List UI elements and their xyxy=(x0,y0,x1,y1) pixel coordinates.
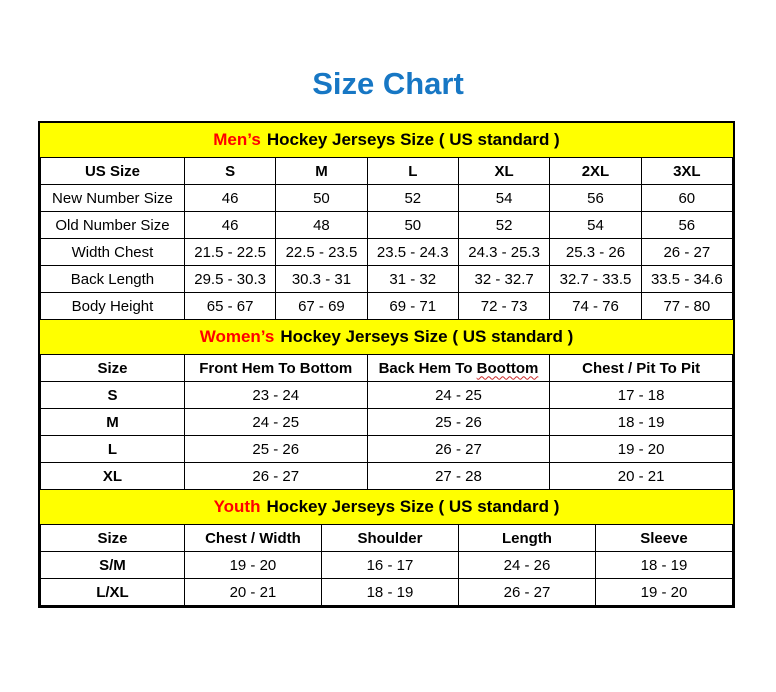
section-header-mens-accent: Men’s xyxy=(213,130,261,149)
row-label: M xyxy=(41,409,185,436)
mens-size-table xyxy=(40,157,733,320)
column-header: Back Hem To Boottom xyxy=(367,355,550,382)
size-cell: 24.3 - 25.3 xyxy=(458,239,549,266)
size-cell: 18 - 19 xyxy=(321,579,458,606)
column-header: Shoulder xyxy=(321,525,458,552)
table-row xyxy=(41,185,733,212)
size-cell: 67 - 69 xyxy=(276,293,367,320)
size-cell: 54 xyxy=(550,212,641,239)
column-header: Front Hem To Bottom xyxy=(184,355,367,382)
column-header: Size xyxy=(41,525,185,552)
size-cell: 27 - 28 xyxy=(367,463,550,490)
size-cell: 74 - 76 xyxy=(550,293,641,320)
column-header: M xyxy=(276,158,367,185)
size-cell: 19 - 20 xyxy=(184,552,321,579)
size-cell: 77 - 80 xyxy=(641,293,732,320)
column-header: Size xyxy=(41,355,185,382)
table-row xyxy=(41,436,733,463)
column-header: 3XL xyxy=(641,158,732,185)
size-cell: 20 - 21 xyxy=(184,579,321,606)
column-header: 2XL xyxy=(550,158,641,185)
row-label: L xyxy=(41,436,185,463)
size-cell: 18 - 19 xyxy=(550,409,733,436)
size-chart-container xyxy=(38,121,735,608)
youth-header-row xyxy=(41,525,733,552)
size-cell: 19 - 20 xyxy=(550,436,733,463)
size-cell: 23 - 24 xyxy=(184,382,367,409)
section-header-womens xyxy=(40,320,733,354)
size-cell: 32.7 - 33.5 xyxy=(550,266,641,293)
size-cell: 60 xyxy=(641,185,732,212)
size-cell: 30.3 - 31 xyxy=(276,266,367,293)
table-row xyxy=(41,463,733,490)
table-row xyxy=(41,382,733,409)
table-row xyxy=(41,212,733,239)
womens-size-table xyxy=(40,354,733,490)
size-cell: 46 xyxy=(184,212,275,239)
size-cell: 26 - 27 xyxy=(367,436,550,463)
youth-size-table xyxy=(40,524,733,606)
size-cell: 18 - 19 xyxy=(595,552,732,579)
column-header: US Size xyxy=(41,158,185,185)
size-cell: 29.5 - 30.3 xyxy=(184,266,275,293)
row-label: XL xyxy=(41,463,185,490)
column-header: S xyxy=(184,158,275,185)
size-cell: 69 - 71 xyxy=(367,293,458,320)
section-header-youth xyxy=(40,490,733,524)
size-cell: 26 - 27 xyxy=(184,463,367,490)
row-label: Body Height xyxy=(41,293,185,320)
page-title: Size Chart xyxy=(312,66,464,101)
size-cell: 52 xyxy=(367,185,458,212)
column-header: Length xyxy=(458,525,595,552)
size-cell: 31 - 32 xyxy=(367,266,458,293)
section-header-mens xyxy=(40,123,733,157)
size-cell: 50 xyxy=(367,212,458,239)
row-label: Old Number Size xyxy=(41,212,185,239)
size-cell: 54 xyxy=(458,185,549,212)
size-cell: 32 - 32.7 xyxy=(458,266,549,293)
size-cell: 26 - 27 xyxy=(641,239,732,266)
column-header: Sleeve xyxy=(595,525,732,552)
section-header-mens-text: Hockey Jerseys Size ( US standard ) xyxy=(266,130,560,149)
row-label: L/XL xyxy=(41,579,185,606)
size-cell: 20 - 21 xyxy=(550,463,733,490)
row-label: S xyxy=(41,382,185,409)
section-header-womens-text: Hockey Jerseys Size ( US standard ) xyxy=(280,327,574,346)
size-cell: 56 xyxy=(550,185,641,212)
misspelled-word: Boottom xyxy=(476,359,539,377)
row-label: Width Chest xyxy=(41,239,185,266)
size-cell: 24 - 25 xyxy=(184,409,367,436)
size-cell: 25.3 - 26 xyxy=(550,239,641,266)
size-cell: 22.5 - 23.5 xyxy=(276,239,367,266)
column-header: XL xyxy=(458,158,549,185)
section-header-youth-text: Hockey Jerseys Size ( US standard ) xyxy=(266,497,560,516)
womens-header-row xyxy=(41,355,733,382)
table-row xyxy=(41,552,733,579)
size-cell: 33.5 - 34.6 xyxy=(641,266,732,293)
size-cell: 25 - 26 xyxy=(184,436,367,463)
table-row xyxy=(41,409,733,436)
mens-header-row xyxy=(41,158,733,185)
size-cell: 23.5 - 24.3 xyxy=(367,239,458,266)
size-cell: 46 xyxy=(184,185,275,212)
size-cell: 16 - 17 xyxy=(321,552,458,579)
size-cell: 48 xyxy=(276,212,367,239)
table-row xyxy=(41,579,733,606)
size-cell: 50 xyxy=(276,185,367,212)
section-header-womens-accent: Women’s xyxy=(199,327,275,346)
size-cell: 24 - 26 xyxy=(458,552,595,579)
row-label: Back Length xyxy=(41,266,185,293)
table-row xyxy=(41,266,733,293)
column-header: L xyxy=(367,158,458,185)
size-cell: 65 - 67 xyxy=(184,293,275,320)
row-label: New Number Size xyxy=(41,185,185,212)
size-cell: 24 - 25 xyxy=(367,382,550,409)
column-header: Chest / Pit To Pit xyxy=(550,355,733,382)
size-cell: 21.5 - 22.5 xyxy=(184,239,275,266)
size-cell: 26 - 27 xyxy=(458,579,595,606)
size-cell: 17 - 18 xyxy=(550,382,733,409)
table-row xyxy=(41,293,733,320)
size-cell: 19 - 20 xyxy=(595,579,732,606)
table-row xyxy=(41,239,733,266)
size-cell: 52 xyxy=(458,212,549,239)
row-label: S/M xyxy=(41,552,185,579)
column-header: Chest / Width xyxy=(184,525,321,552)
size-cell: 56 xyxy=(641,212,732,239)
size-cell: 72 - 73 xyxy=(458,293,549,320)
size-cell: 25 - 26 xyxy=(367,409,550,436)
section-header-youth-accent: Youth xyxy=(213,497,261,516)
